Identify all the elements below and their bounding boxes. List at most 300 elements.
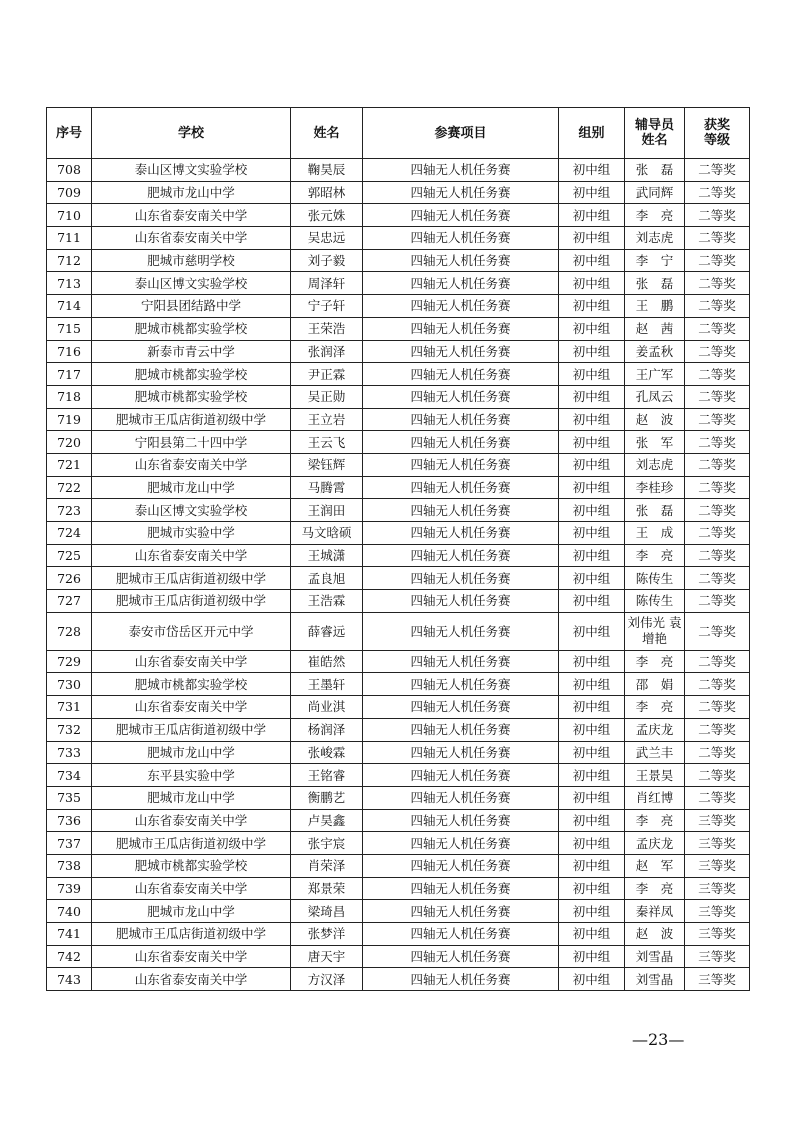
cell-school: 肥城市龙山中学 bbox=[92, 181, 291, 204]
cell-advisor: 刘雪晶 bbox=[625, 968, 685, 991]
table-row bbox=[47, 945, 750, 968]
cell-event: 四轴无人机任务赛 bbox=[363, 249, 559, 272]
header-group: 组别 bbox=[559, 108, 625, 159]
cell-school: 肥城市桃都实验学校 bbox=[92, 317, 291, 340]
cell-seq: 743 bbox=[47, 968, 92, 991]
cell-seq: 734 bbox=[47, 764, 92, 787]
cell-event: 四轴无人机任务赛 bbox=[363, 567, 559, 590]
cell-event: 四轴无人机任务赛 bbox=[363, 764, 559, 787]
cell-award: 二等奖 bbox=[685, 718, 750, 741]
table-row bbox=[47, 832, 750, 855]
cell-name: 王润田 bbox=[291, 499, 363, 522]
cell-school: 山东省泰安南关中学 bbox=[92, 204, 291, 227]
table-row bbox=[47, 522, 750, 545]
cell-award: 二等奖 bbox=[685, 272, 750, 295]
cell-award: 二等奖 bbox=[685, 317, 750, 340]
cell-school: 泰安市岱岳区开元中学 bbox=[92, 612, 291, 650]
cell-name: 王铭睿 bbox=[291, 764, 363, 787]
cell-award: 二等奖 bbox=[685, 295, 750, 318]
cell-advisor: 李 宁 bbox=[625, 249, 685, 272]
cell-advisor: 刘志虎 bbox=[625, 453, 685, 476]
cell-award: 二等奖 bbox=[685, 385, 750, 408]
cell-school: 山东省泰安南关中学 bbox=[92, 877, 291, 900]
cell-award: 三等奖 bbox=[685, 832, 750, 855]
cell-event: 四轴无人机任务赛 bbox=[363, 650, 559, 673]
cell-award: 二等奖 bbox=[685, 741, 750, 764]
cell-school: 山东省泰安南关中学 bbox=[92, 650, 291, 673]
header-row bbox=[47, 108, 750, 159]
table-row bbox=[47, 499, 750, 522]
cell-seq: 721 bbox=[47, 453, 92, 476]
cell-seq: 716 bbox=[47, 340, 92, 363]
awards-table bbox=[46, 107, 750, 991]
cell-seq: 713 bbox=[47, 272, 92, 295]
cell-group: 初中组 bbox=[559, 764, 625, 787]
cell-award: 二等奖 bbox=[685, 181, 750, 204]
cell-award: 二等奖 bbox=[685, 476, 750, 499]
cell-award: 三等奖 bbox=[685, 968, 750, 991]
cell-award: 二等奖 bbox=[685, 786, 750, 809]
cell-seq: 714 bbox=[47, 295, 92, 318]
table-row bbox=[47, 453, 750, 476]
cell-school: 山东省泰安南关中学 bbox=[92, 696, 291, 719]
cell-group: 初中组 bbox=[559, 227, 625, 250]
cell-school: 肥城市龙山中学 bbox=[92, 786, 291, 809]
cell-advisor: 张 磊 bbox=[625, 159, 685, 182]
table-row bbox=[47, 764, 750, 787]
cell-award: 三等奖 bbox=[685, 945, 750, 968]
cell-school: 肥城市慈明学校 bbox=[92, 249, 291, 272]
table-row bbox=[47, 900, 750, 923]
cell-group: 初中组 bbox=[559, 249, 625, 272]
cell-event: 四轴无人机任务赛 bbox=[363, 272, 559, 295]
cell-advisor: 李 亮 bbox=[625, 650, 685, 673]
cell-school: 肥城市王瓜店街道初级中学 bbox=[92, 567, 291, 590]
cell-event: 四轴无人机任务赛 bbox=[363, 809, 559, 832]
cell-advisor: 李 亮 bbox=[625, 877, 685, 900]
cell-group: 初中组 bbox=[559, 590, 625, 613]
cell-award: 二等奖 bbox=[685, 544, 750, 567]
cell-name: 吴忠远 bbox=[291, 227, 363, 250]
cell-school: 泰山区博文实验学校 bbox=[92, 272, 291, 295]
cell-award: 二等奖 bbox=[685, 408, 750, 431]
cell-name: 梁钰辉 bbox=[291, 453, 363, 476]
cell-advisor: 邵 娟 bbox=[625, 673, 685, 696]
cell-group: 初中组 bbox=[559, 181, 625, 204]
cell-school: 山东省泰安南关中学 bbox=[92, 227, 291, 250]
cell-event: 四轴无人机任务赛 bbox=[363, 718, 559, 741]
cell-name: 卢昊鑫 bbox=[291, 809, 363, 832]
cell-seq: 708 bbox=[47, 159, 92, 182]
cell-seq: 709 bbox=[47, 181, 92, 204]
cell-event: 四轴无人机任务赛 bbox=[363, 431, 559, 454]
cell-group: 初中组 bbox=[559, 900, 625, 923]
cell-seq: 730 bbox=[47, 673, 92, 696]
table-row bbox=[47, 590, 750, 613]
cell-group: 初中组 bbox=[559, 718, 625, 741]
cell-award: 二等奖 bbox=[685, 499, 750, 522]
cell-school: 肥城市龙山中学 bbox=[92, 900, 291, 923]
cell-advisor: 刘志虎 bbox=[625, 227, 685, 250]
cell-seq: 740 bbox=[47, 900, 92, 923]
cell-event: 四轴无人机任务赛 bbox=[363, 317, 559, 340]
cell-group: 初中组 bbox=[559, 363, 625, 386]
cell-award: 二等奖 bbox=[685, 696, 750, 719]
cell-name: 杨润泽 bbox=[291, 718, 363, 741]
table-body bbox=[47, 159, 750, 991]
cell-award: 二等奖 bbox=[685, 612, 750, 650]
cell-seq: 717 bbox=[47, 363, 92, 386]
cell-school: 山东省泰安南关中学 bbox=[92, 809, 291, 832]
cell-group: 初中组 bbox=[559, 741, 625, 764]
cell-name: 马腾霄 bbox=[291, 476, 363, 499]
cell-group: 初中组 bbox=[559, 968, 625, 991]
cell-school: 山东省泰安南关中学 bbox=[92, 945, 291, 968]
cell-event: 四轴无人机任务赛 bbox=[363, 612, 559, 650]
cell-seq: 728 bbox=[47, 612, 92, 650]
cell-name: 周泽轩 bbox=[291, 272, 363, 295]
cell-advisor: 王 鹏 bbox=[625, 295, 685, 318]
cell-group: 初中组 bbox=[559, 431, 625, 454]
cell-advisor: 刘雪晶 bbox=[625, 945, 685, 968]
cell-school: 宁阳县第二十四中学 bbox=[92, 431, 291, 454]
cell-group: 初中组 bbox=[559, 945, 625, 968]
header-event: 参赛项目 bbox=[363, 108, 559, 159]
cell-advisor: 秦祥凤 bbox=[625, 900, 685, 923]
cell-award: 三等奖 bbox=[685, 900, 750, 923]
cell-school: 肥城市桃都实验学校 bbox=[92, 854, 291, 877]
cell-school: 泰山区博文实验学校 bbox=[92, 499, 291, 522]
table-row bbox=[47, 741, 750, 764]
cell-event: 四轴无人机任务赛 bbox=[363, 499, 559, 522]
cell-name: 王浩霖 bbox=[291, 590, 363, 613]
cell-event: 四轴无人机任务赛 bbox=[363, 363, 559, 386]
table-row bbox=[47, 159, 750, 182]
cell-seq: 739 bbox=[47, 877, 92, 900]
header-advisor bbox=[625, 108, 685, 159]
cell-advisor: 李 亮 bbox=[625, 544, 685, 567]
cell-event: 四轴无人机任务赛 bbox=[363, 832, 559, 855]
cell-name: 刘子毅 bbox=[291, 249, 363, 272]
cell-name: 吴正勋 bbox=[291, 385, 363, 408]
table-row bbox=[47, 385, 750, 408]
cell-name: 王墨轩 bbox=[291, 673, 363, 696]
cell-award: 二等奖 bbox=[685, 227, 750, 250]
table-row bbox=[47, 567, 750, 590]
table-row bbox=[47, 968, 750, 991]
cell-seq: 727 bbox=[47, 590, 92, 613]
header-seq: 序号 bbox=[47, 108, 92, 159]
cell-award: 二等奖 bbox=[685, 764, 750, 787]
cell-school: 宁阳县团结路中学 bbox=[92, 295, 291, 318]
cell-advisor: 李桂珍 bbox=[625, 476, 685, 499]
cell-seq: 731 bbox=[47, 696, 92, 719]
cell-school: 肥城市王瓜店街道初级中学 bbox=[92, 590, 291, 613]
cell-group: 初中组 bbox=[559, 522, 625, 545]
cell-group: 初中组 bbox=[559, 499, 625, 522]
cell-advisor: 孟庆龙 bbox=[625, 718, 685, 741]
cell-seq: 715 bbox=[47, 317, 92, 340]
cell-seq: 726 bbox=[47, 567, 92, 590]
cell-name: 鞠昊辰 bbox=[291, 159, 363, 182]
cell-group: 初中组 bbox=[559, 923, 625, 946]
cell-event: 四轴无人机任务赛 bbox=[363, 696, 559, 719]
cell-advisor: 陈传生 bbox=[625, 590, 685, 613]
cell-seq: 724 bbox=[47, 522, 92, 545]
cell-name: 衡鹏艺 bbox=[291, 786, 363, 809]
cell-advisor: 姜孟秋 bbox=[625, 340, 685, 363]
cell-advisor: 赵 波 bbox=[625, 408, 685, 431]
cell-advisor: 陈传生 bbox=[625, 567, 685, 590]
table-row bbox=[47, 718, 750, 741]
cell-seq: 742 bbox=[47, 945, 92, 968]
table-row bbox=[47, 408, 750, 431]
cell-event: 四轴无人机任务赛 bbox=[363, 476, 559, 499]
cell-event: 四轴无人机任务赛 bbox=[363, 741, 559, 764]
cell-seq: 735 bbox=[47, 786, 92, 809]
cell-group: 初中组 bbox=[559, 272, 625, 295]
cell-name: 王云飞 bbox=[291, 431, 363, 454]
cell-name: 张元姝 bbox=[291, 204, 363, 227]
cell-event: 四轴无人机任务赛 bbox=[363, 295, 559, 318]
cell-group: 初中组 bbox=[559, 408, 625, 431]
cell-name: 薛睿远 bbox=[291, 612, 363, 650]
cell-name: 张宇宸 bbox=[291, 832, 363, 855]
cell-name: 方汉泽 bbox=[291, 968, 363, 991]
table-row bbox=[47, 650, 750, 673]
cell-school: 肥城市王瓜店街道初级中学 bbox=[92, 718, 291, 741]
cell-school: 肥城市王瓜店街道初级中学 bbox=[92, 923, 291, 946]
cell-seq: 720 bbox=[47, 431, 92, 454]
cell-group: 初中组 bbox=[559, 877, 625, 900]
cell-event: 四轴无人机任务赛 bbox=[363, 204, 559, 227]
cell-event: 四轴无人机任务赛 bbox=[363, 877, 559, 900]
cell-advisor: 孔凤云 bbox=[625, 385, 685, 408]
table-row bbox=[47, 786, 750, 809]
header-award-line1: 获奖 bbox=[703, 118, 730, 133]
header-school: 学校 bbox=[92, 108, 291, 159]
cell-school: 东平县实验中学 bbox=[92, 764, 291, 787]
cell-award: 二等奖 bbox=[685, 249, 750, 272]
cell-school: 肥城市龙山中学 bbox=[92, 741, 291, 764]
cell-advisor: 赵 波 bbox=[625, 923, 685, 946]
table-row bbox=[47, 317, 750, 340]
cell-group: 初中组 bbox=[559, 159, 625, 182]
cell-school: 山东省泰安南关中学 bbox=[92, 453, 291, 476]
cell-seq: 712 bbox=[47, 249, 92, 272]
cell-group: 初中组 bbox=[559, 832, 625, 855]
cell-seq: 737 bbox=[47, 832, 92, 855]
table-row bbox=[47, 204, 750, 227]
table-row bbox=[47, 295, 750, 318]
table-row bbox=[47, 476, 750, 499]
cell-event: 四轴无人机任务赛 bbox=[363, 453, 559, 476]
table-row bbox=[47, 249, 750, 272]
cell-seq: 729 bbox=[47, 650, 92, 673]
cell-group: 初中组 bbox=[559, 295, 625, 318]
cell-name: 尚业淇 bbox=[291, 696, 363, 719]
table-row bbox=[47, 809, 750, 832]
cell-advisor: 张 军 bbox=[625, 431, 685, 454]
cell-group: 初中组 bbox=[559, 696, 625, 719]
cell-group: 初中组 bbox=[559, 385, 625, 408]
cell-group: 初中组 bbox=[559, 786, 625, 809]
table-row bbox=[47, 227, 750, 250]
table-row bbox=[47, 431, 750, 454]
cell-name: 马文晗硕 bbox=[291, 522, 363, 545]
cell-award: 二等奖 bbox=[685, 363, 750, 386]
cell-award: 二等奖 bbox=[685, 567, 750, 590]
cell-event: 四轴无人机任务赛 bbox=[363, 385, 559, 408]
cell-event: 四轴无人机任务赛 bbox=[363, 590, 559, 613]
cell-name: 唐天宇 bbox=[291, 945, 363, 968]
cell-seq: 725 bbox=[47, 544, 92, 567]
cell-group: 初中组 bbox=[559, 204, 625, 227]
cell-group: 初中组 bbox=[559, 317, 625, 340]
cell-advisor: 李 亮 bbox=[625, 696, 685, 719]
cell-seq: 723 bbox=[47, 499, 92, 522]
cell-school: 肥城市桃都实验学校 bbox=[92, 363, 291, 386]
cell-event: 四轴无人机任务赛 bbox=[363, 408, 559, 431]
cell-group: 初中组 bbox=[559, 544, 625, 567]
cell-school: 山东省泰安南关中学 bbox=[92, 968, 291, 991]
cell-name: 王荣浩 bbox=[291, 317, 363, 340]
cell-event: 四轴无人机任务赛 bbox=[363, 945, 559, 968]
cell-seq: 722 bbox=[47, 476, 92, 499]
cell-school: 肥城市桃都实验学校 bbox=[92, 673, 291, 696]
cell-advisor: 张 磊 bbox=[625, 499, 685, 522]
cell-group: 初中组 bbox=[559, 476, 625, 499]
table-row bbox=[47, 272, 750, 295]
cell-name: 王立岩 bbox=[291, 408, 363, 431]
header-name: 姓名 bbox=[291, 108, 363, 159]
cell-award: 二等奖 bbox=[685, 204, 750, 227]
table-row bbox=[47, 673, 750, 696]
header-advisor-line1: 辅导员 bbox=[634, 118, 674, 133]
cell-award: 二等奖 bbox=[685, 431, 750, 454]
page-number: —23— bbox=[632, 1030, 685, 1049]
cell-advisor: 肖红博 bbox=[625, 786, 685, 809]
cell-school: 肥城市龙山中学 bbox=[92, 476, 291, 499]
cell-event: 四轴无人机任务赛 bbox=[363, 900, 559, 923]
cell-event: 四轴无人机任务赛 bbox=[363, 340, 559, 363]
cell-advisor: 王 成 bbox=[625, 522, 685, 545]
cell-event: 四轴无人机任务赛 bbox=[363, 544, 559, 567]
cell-seq: 718 bbox=[47, 385, 92, 408]
table-row bbox=[47, 612, 750, 650]
cell-award: 二等奖 bbox=[685, 340, 750, 363]
cell-advisor: 李 亮 bbox=[625, 204, 685, 227]
cell-seq: 732 bbox=[47, 718, 92, 741]
cell-seq: 738 bbox=[47, 854, 92, 877]
cell-school: 肥城市王瓜店街道初级中学 bbox=[92, 832, 291, 855]
cell-award: 二等奖 bbox=[685, 453, 750, 476]
cell-award: 三等奖 bbox=[685, 809, 750, 832]
cell-name: 崔皓然 bbox=[291, 650, 363, 673]
cell-school: 肥城市王瓜店街道初级中学 bbox=[92, 408, 291, 431]
cell-award: 二等奖 bbox=[685, 650, 750, 673]
cell-award: 三等奖 bbox=[685, 923, 750, 946]
cell-advisor: 张 磊 bbox=[625, 272, 685, 295]
cell-group: 初中组 bbox=[559, 567, 625, 590]
cell-award: 二等奖 bbox=[685, 590, 750, 613]
cell-school: 新泰市青云中学 bbox=[92, 340, 291, 363]
cell-award: 二等奖 bbox=[685, 522, 750, 545]
cell-event: 四轴无人机任务赛 bbox=[363, 786, 559, 809]
cell-name: 张润泽 bbox=[291, 340, 363, 363]
cell-name: 孟良旭 bbox=[291, 567, 363, 590]
cell-name: 梁琦昌 bbox=[291, 900, 363, 923]
cell-name: 郭昭林 bbox=[291, 181, 363, 204]
table-row bbox=[47, 544, 750, 567]
cell-award: 三等奖 bbox=[685, 854, 750, 877]
header-advisor-line2: 姓名 bbox=[641, 133, 668, 148]
cell-advisor: 李 亮 bbox=[625, 809, 685, 832]
cell-event: 四轴无人机任务赛 bbox=[363, 522, 559, 545]
cell-event: 四轴无人机任务赛 bbox=[363, 227, 559, 250]
cell-event: 四轴无人机任务赛 bbox=[363, 923, 559, 946]
table-row bbox=[47, 340, 750, 363]
cell-name: 肖荣泽 bbox=[291, 854, 363, 877]
cell-advisor: 王景昊 bbox=[625, 764, 685, 787]
cell-event: 四轴无人机任务赛 bbox=[363, 181, 559, 204]
table-row bbox=[47, 363, 750, 386]
cell-name: 张梦洋 bbox=[291, 923, 363, 946]
cell-seq: 736 bbox=[47, 809, 92, 832]
cell-seq: 710 bbox=[47, 204, 92, 227]
cell-name: 张峻霖 bbox=[291, 741, 363, 764]
cell-school: 肥城市实验中学 bbox=[92, 522, 291, 545]
cell-advisor: 王广军 bbox=[625, 363, 685, 386]
cell-seq: 711 bbox=[47, 227, 92, 250]
cell-seq: 741 bbox=[47, 923, 92, 946]
table-row bbox=[47, 923, 750, 946]
table-row bbox=[47, 696, 750, 719]
cell-advisor: 赵 茜 bbox=[625, 317, 685, 340]
cell-event: 四轴无人机任务赛 bbox=[363, 854, 559, 877]
cell-school: 山东省泰安南关中学 bbox=[92, 544, 291, 567]
cell-name: 尹正霖 bbox=[291, 363, 363, 386]
cell-award: 三等奖 bbox=[685, 877, 750, 900]
cell-group: 初中组 bbox=[559, 612, 625, 650]
cell-advisor: 武同辉 bbox=[625, 181, 685, 204]
cell-school: 泰山区博文实验学校 bbox=[92, 159, 291, 182]
table-row bbox=[47, 854, 750, 877]
cell-name: 郑景荣 bbox=[291, 877, 363, 900]
cell-award: 二等奖 bbox=[685, 159, 750, 182]
cell-advisor: 武兰丰 bbox=[625, 741, 685, 764]
cell-seq: 733 bbox=[47, 741, 92, 764]
cell-event: 四轴无人机任务赛 bbox=[363, 673, 559, 696]
cell-advisor: 刘伟光 袁增艳 bbox=[625, 612, 685, 650]
cell-group: 初中组 bbox=[559, 340, 625, 363]
cell-group: 初中组 bbox=[559, 854, 625, 877]
table-row bbox=[47, 877, 750, 900]
table-row bbox=[47, 181, 750, 204]
cell-group: 初中组 bbox=[559, 673, 625, 696]
cell-advisor: 孟庆龙 bbox=[625, 832, 685, 855]
header-award-line2: 等级 bbox=[703, 133, 730, 148]
cell-group: 初中组 bbox=[559, 809, 625, 832]
cell-school: 肥城市桃都实验学校 bbox=[92, 385, 291, 408]
cell-seq: 719 bbox=[47, 408, 92, 431]
cell-name: 王城潇 bbox=[291, 544, 363, 567]
header-award bbox=[685, 108, 750, 159]
cell-event: 四轴无人机任务赛 bbox=[363, 159, 559, 182]
cell-name: 宁子轩 bbox=[291, 295, 363, 318]
cell-award: 二等奖 bbox=[685, 673, 750, 696]
cell-advisor: 赵 军 bbox=[625, 854, 685, 877]
